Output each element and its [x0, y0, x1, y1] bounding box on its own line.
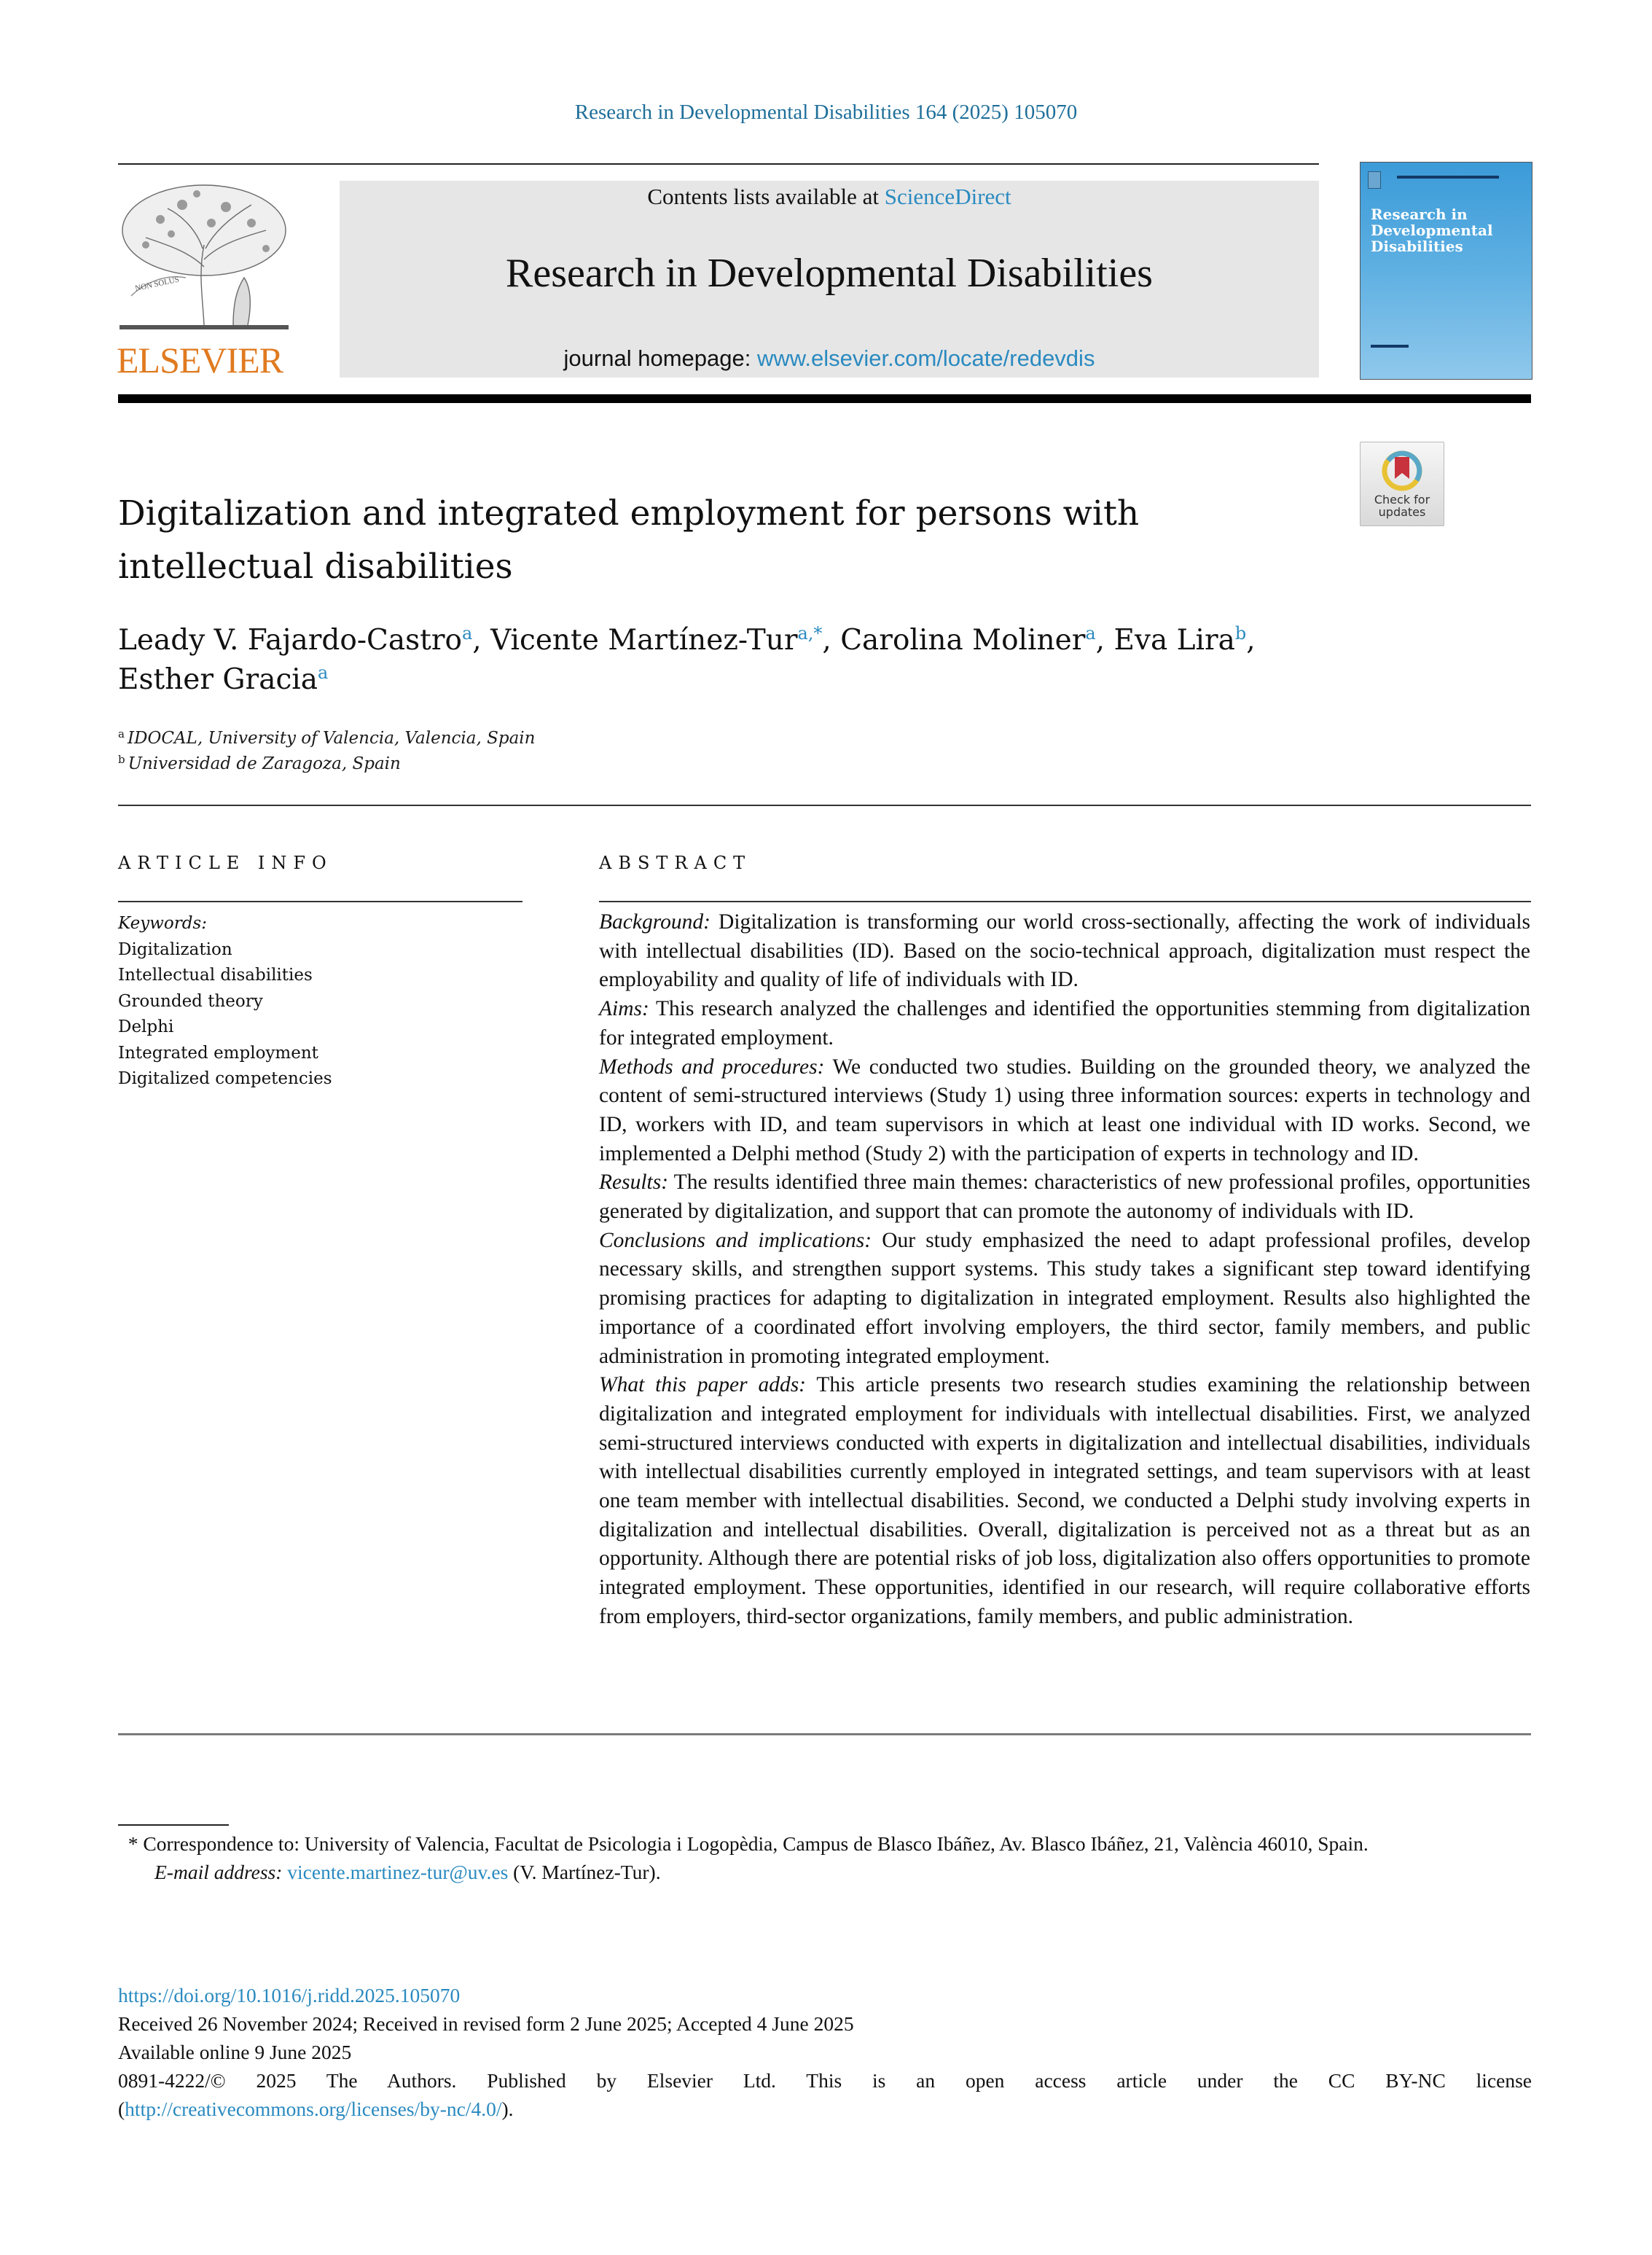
- svg-text:NON SOLUS: NON SOLUS: [134, 275, 180, 294]
- check-for-updates-label: Check for updates: [1374, 493, 1430, 519]
- tree-logo-icon: [117, 179, 291, 336]
- keyword[interactable]: Digitalization: [118, 939, 232, 959]
- keyword[interactable]: Integrated employment: [118, 1043, 318, 1063]
- available-online: Available online 9 June 2025: [118, 2041, 352, 2063]
- homepage-line: [340, 345, 1319, 372]
- keywords-block: [118, 911, 526, 1093]
- abstract-conclusions: Conclusions and implications: Our study emphasized the need to adapt professional profiles, develop necessary skills, and strengthen support systems. This study takes a significant step toward identifying promising practices for adapting to digitalization in integrated employment. Results also highlighted the importance of a coordinated effort involving employers, the third sector, family members, and public administration in promoting integrated employment.: [599, 1228, 1530, 1368]
- email-line: E-mail address: vicente.martinez-tur@uv.es (V. Martínez-Tur).: [154, 1861, 661, 1883]
- cover-top-bar: [1397, 176, 1499, 179]
- article-info-heading: ARTICLE INFO: [118, 853, 333, 873]
- masthead-bottom-rule: [118, 394, 1531, 403]
- check-for-updates-button[interactable]: [1360, 442, 1444, 526]
- author[interactable]: Leady V. Fajardo-Castro$^a$: [118, 623, 473, 657]
- license-link[interactable]: http://creativecommons.org/licenses/by-nc/4.0/: [125, 2098, 502, 2120]
- affiliations: [118, 726, 847, 777]
- abstract-heading: ABSTRACT: [599, 853, 752, 873]
- email-link[interactable]: vicente.martinez-tur@uv.es: [287, 1861, 509, 1883]
- keyword[interactable]: Delphi: [118, 1017, 174, 1036]
- cover-title: Research in Developmental Disabilities: [1371, 206, 1493, 255]
- keywords-label: Keywords:: [118, 914, 207, 933]
- abstract-aims: Aims: This research analyzed the challenges and identified the opportunities stemming from digitalization for integrated employment.: [599, 997, 1530, 1050]
- license-link-line: (http://creativecommons.org/licenses/by-nc/4.0/).: [118, 2098, 514, 2120]
- journal-title: Research in Developmental Disabilities: [506, 251, 1153, 296]
- keyword[interactable]: Grounded theory: [118, 991, 263, 1011]
- journal-banner: [340, 181, 1319, 378]
- homepage-link[interactable]: www.elsevier.com/locate/redevdis: [756, 345, 1095, 371]
- article-history: Received 26 November 2024; Received in revised form 2 June 2025; Accepted 4 June 2025: [118, 2012, 854, 2035]
- author[interactable]: Esther Gracia$^a$: [118, 663, 329, 696]
- elsevier-logo[interactable]: [117, 179, 295, 378]
- doi-link[interactable]: https://doi.org/10.1016/j.ridd.2025.105070: [118, 1984, 461, 2006]
- masthead-top-rule: [118, 163, 1319, 165]
- contents-line: [340, 184, 1319, 210]
- license-statement: 0891-4222/© 2025 The Authors. Published by Elsevier Ltd. This is an open access article under the CC BY-NC license: [118, 2069, 1532, 2092]
- homepage-prefix: journal homepage:: [563, 345, 757, 371]
- author-list: Leady V. Fajardo-Castro$^a$, Vicente Martínez-Tur$^{a,*}$, Carolina Moliner$^a$, Eva Lira$^b$, Esther Gracia$^a$: [118, 623, 1256, 696]
- author[interactable]: Carolina Moliner$^a$: [840, 623, 1096, 657]
- author[interactable]: Eva Lira$^b$: [1113, 623, 1247, 657]
- abstract-methods: Methods and procedures: We conducted two studies. Building on the grounded theory, we analyzed the content of semi-structured interviews (Study 1) using three information sources: experts in technology and ID, workers with ID, and team supervisors in which at least one individual with ID works. Second, we implemented a Delphi method (Study 2) with the participation of experts in technology and ID.: [599, 1055, 1530, 1165]
- keyword[interactable]: Intellectual disabilities: [118, 966, 313, 985]
- publication-info: [118, 1981, 1532, 2123]
- abstract-what-this-paper-adds: What this paper adds: This article presents two research studies examining the relationship between digitalization and integrated employment for individuals with intellectual disabilities. First, we analyzed semi-structured interviews conducted with experts in digitalization and intellectual disabilities, individuals with intellectual disabilities currently employed in integrated settings, and team supervisors with at least one team member with intellectual disabilities. Second, we conducted a Delphi study involving experts in digitalization and intellectual disabilities. Overall, digitalization is perceived not as a threat but as an opportunity. Although there are potential risks of job loss, digitalization also offers opportunities to promote integrated employment. These opportunities, identified in our research, will require collaborative efforts from employers, third-sector organizations, family members, and public administration.: [599, 1373, 1530, 1628]
- affiliation-a: $^a$ IDOCAL, University of Valencia, Valencia, Spain: [118, 727, 536, 748]
- sciencedirect-link[interactable]: ScienceDirect: [884, 184, 1011, 209]
- running-head[interactable]: Research in Developmental Disabilities 164 (2025) 105070: [574, 101, 1078, 124]
- affiliation-b: $^b$ Universidad de Zaragoza, Spain: [118, 753, 401, 773]
- abstract-body: [599, 908, 1530, 1632]
- abstract-results: Results: The results identified three main themes: characteristics of new professional profiles, opportunities generated by digitalization, and support that can promote the autonomy of individuals with ID.: [599, 1171, 1530, 1224]
- abstract-bottom-rule: [118, 1733, 1531, 1735]
- journal-cover-image[interactable]: [1360, 162, 1532, 380]
- cover-elsevier-icon: [1368, 171, 1381, 189]
- cover-bottom-bar: [1371, 345, 1409, 348]
- footnote-rule: [118, 1824, 229, 1826]
- title-divider: [118, 805, 1531, 806]
- keyword[interactable]: Digitalized competencies: [118, 1069, 332, 1088]
- correspondence-address: * Correspondence to: University of Valencia, Facultat de Psicologia i Logopèdia, Campus de Blasco Ibáñez, Av. Blasco Ibáñez, 21, València 46010, Spain.: [128, 1832, 1369, 1855]
- abstract-background: Background: Digitalization is transforming our world cross-sectionally, affecting the work of individuals with intellectual disabilities (ID). Based on the socio-technical approach, digitalization must respect the employability and quality of life of individuals with ID.: [599, 910, 1530, 992]
- author[interactable]: Vicente Martínez-Tur$^{a,*}$: [490, 623, 823, 657]
- check-for-updates-icon: [1381, 450, 1423, 492]
- correspondence-footnote: [118, 1829, 1532, 1886]
- elsevier-wordmark: ELSEVIER: [117, 340, 283, 380]
- contents-prefix: Contents lists available at: [647, 184, 885, 209]
- article-title: Digitalization and integrated employment for persons with intellectual disabilities: [118, 493, 1140, 587]
- article-info-rule: [118, 901, 522, 902]
- abstract-rule: [599, 901, 1531, 902]
